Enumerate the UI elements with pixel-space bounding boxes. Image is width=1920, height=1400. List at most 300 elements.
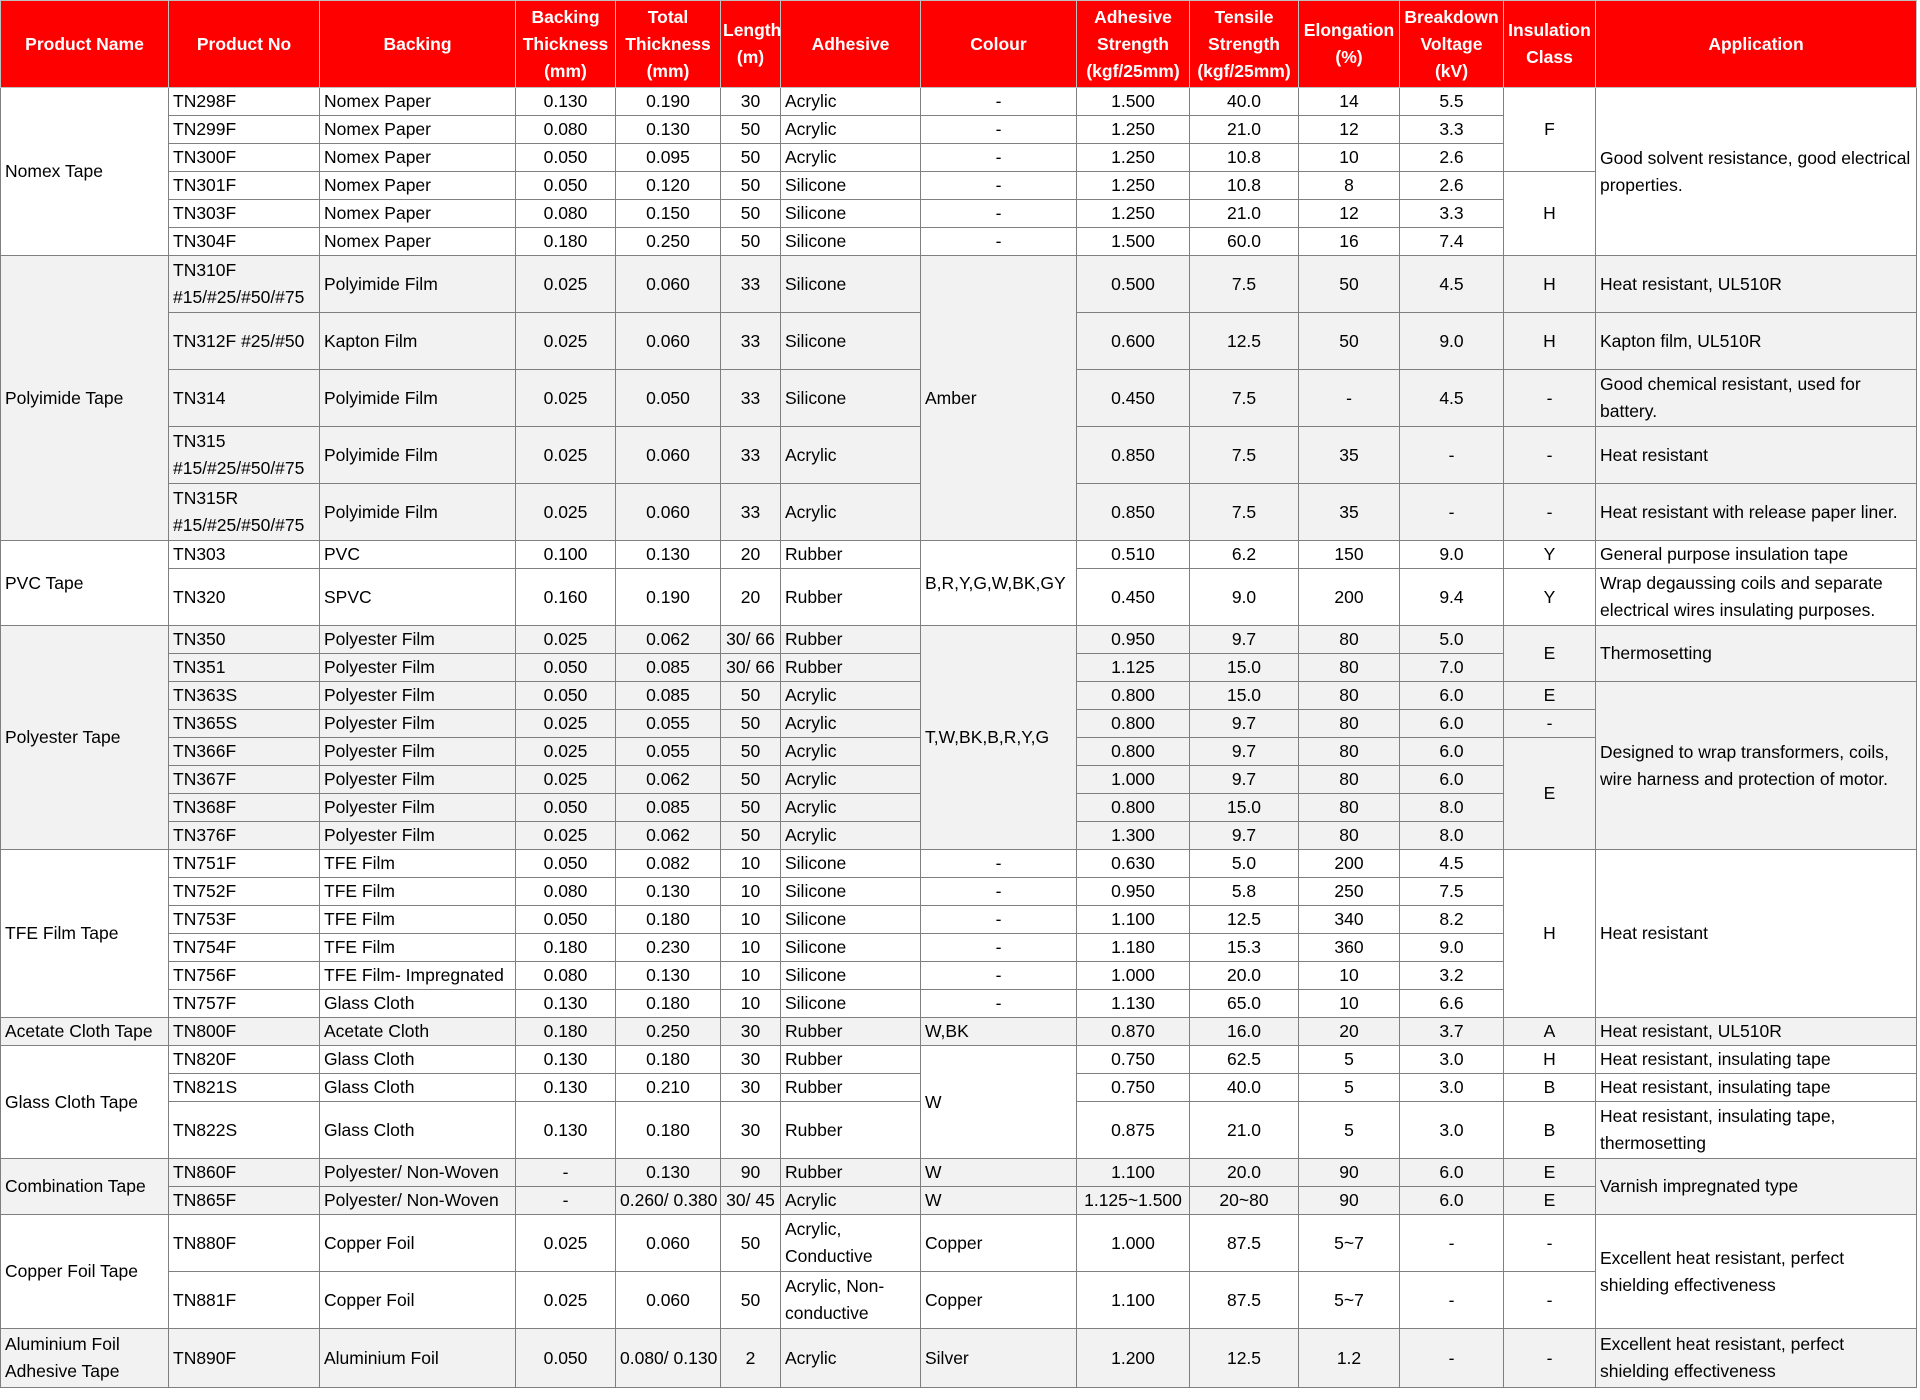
adhesive-cell[interactable]: Acrylic, Conductive <box>781 1215 921 1272</box>
backing-cell[interactable]: Polyester Film <box>320 738 516 766</box>
adhesive-cell[interactable]: Acrylic <box>781 144 921 172</box>
insulation-class-cell[interactable]: E <box>1504 738 1596 850</box>
backing-cell[interactable]: Nomex Paper <box>320 116 516 144</box>
column-header-backing-thickness[interactable]: Backing Thickness (mm) <box>516 1 616 88</box>
total-thickness-cell[interactable]: 0.082 <box>616 850 721 878</box>
length-cell[interactable]: 90 <box>721 1159 781 1187</box>
adhesive-strength-cell[interactable]: 0.600 <box>1077 313 1190 370</box>
product-no-cell[interactable]: TN310F #15/#25/#50/#75 <box>169 256 320 313</box>
insulation-class-cell[interactable]: - <box>1504 1329 1596 1388</box>
length-cell[interactable]: 50 <box>721 200 781 228</box>
elongation-cell[interactable]: 10 <box>1299 962 1400 990</box>
breakdown-voltage-cell[interactable]: 9.0 <box>1400 541 1504 569</box>
adhesive-cell[interactable]: Acrylic <box>781 1329 921 1388</box>
breakdown-voltage-cell[interactable]: 6.0 <box>1400 766 1504 794</box>
tensile-strength-cell[interactable]: 10.8 <box>1190 144 1299 172</box>
length-cell[interactable]: 10 <box>721 962 781 990</box>
insulation-class-cell[interactable]: E <box>1504 1159 1596 1187</box>
backing-cell[interactable]: Polyester Film <box>320 794 516 822</box>
tensile-strength-cell[interactable]: 15.0 <box>1190 682 1299 710</box>
adhesive-strength-cell[interactable]: 0.450 <box>1077 370 1190 427</box>
backing-thickness-cell[interactable]: 0.130 <box>516 1074 616 1102</box>
application-cell[interactable]: Heat resistant with release paper liner. <box>1596 484 1917 541</box>
adhesive-strength-cell[interactable]: 1.180 <box>1077 934 1190 962</box>
adhesive-strength-cell[interactable]: 1.250 <box>1077 116 1190 144</box>
backing-thickness-cell[interactable]: 0.025 <box>516 822 616 850</box>
backing-thickness-cell[interactable]: 0.180 <box>516 1018 616 1046</box>
product-name-cell[interactable]: Glass Cloth Tape <box>1 1046 169 1159</box>
product-no-cell[interactable]: TN299F <box>169 116 320 144</box>
adhesive-strength-cell[interactable]: 0.870 <box>1077 1018 1190 1046</box>
colour-cell[interactable]: W <box>921 1046 1077 1159</box>
adhesive-cell[interactable]: Silicone <box>781 256 921 313</box>
product-no-cell[interactable]: TN820F <box>169 1046 320 1074</box>
adhesive-strength-cell[interactable]: 0.850 <box>1077 427 1190 484</box>
adhesive-strength-cell[interactable]: 1.250 <box>1077 200 1190 228</box>
elongation-cell[interactable]: 80 <box>1299 794 1400 822</box>
backing-thickness-cell[interactable]: 0.025 <box>516 738 616 766</box>
total-thickness-cell[interactable]: 0.085 <box>616 794 721 822</box>
backing-cell[interactable]: Polyester Film <box>320 766 516 794</box>
backing-thickness-cell[interactable]: 0.080 <box>516 962 616 990</box>
backing-cell[interactable]: Glass Cloth <box>320 1102 516 1159</box>
tensile-strength-cell[interactable]: 9.7 <box>1190 822 1299 850</box>
backing-thickness-cell[interactable]: - <box>516 1159 616 1187</box>
backing-thickness-cell[interactable]: 0.025 <box>516 710 616 738</box>
elongation-cell[interactable]: 80 <box>1299 822 1400 850</box>
breakdown-voltage-cell[interactable]: 9.4 <box>1400 569 1504 626</box>
adhesive-strength-cell[interactable]: 1.500 <box>1077 88 1190 116</box>
column-header-application[interactable]: Application <box>1596 1 1917 88</box>
colour-cell[interactable]: Silver <box>921 1329 1077 1388</box>
insulation-class-cell[interactable]: A <box>1504 1018 1596 1046</box>
insulation-class-cell[interactable]: H <box>1504 313 1596 370</box>
tensile-strength-cell[interactable]: 9.7 <box>1190 766 1299 794</box>
backing-thickness-cell[interactable]: 0.050 <box>516 172 616 200</box>
adhesive-strength-cell[interactable]: 0.800 <box>1077 738 1190 766</box>
insulation-class-cell[interactable]: - <box>1504 370 1596 427</box>
backing-cell[interactable]: Polyester/ Non-Woven <box>320 1187 516 1215</box>
tensile-strength-cell[interactable]: 7.5 <box>1190 484 1299 541</box>
backing-thickness-cell[interactable]: 0.080 <box>516 116 616 144</box>
length-cell[interactable]: 50 <box>721 794 781 822</box>
backing-thickness-cell[interactable]: 0.050 <box>516 144 616 172</box>
product-no-cell[interactable]: TN821S <box>169 1074 320 1102</box>
column-header-total-thickness[interactable]: Total Thickness (mm) <box>616 1 721 88</box>
insulation-class-cell[interactable]: H <box>1504 256 1596 313</box>
elongation-cell[interactable]: 80 <box>1299 654 1400 682</box>
breakdown-voltage-cell[interactable]: - <box>1400 1329 1504 1388</box>
insulation-class-cell[interactable]: E <box>1504 626 1596 682</box>
product-name-cell[interactable]: Nomex Tape <box>1 88 169 256</box>
adhesive-cell[interactable]: Rubber <box>781 541 921 569</box>
colour-cell[interactable]: - <box>921 962 1077 990</box>
length-cell[interactable]: 30/ 66 <box>721 654 781 682</box>
backing-cell[interactable]: TFE Film- Impregnated <box>320 962 516 990</box>
length-cell[interactable]: 2 <box>721 1329 781 1388</box>
adhesive-strength-cell[interactable]: 0.800 <box>1077 682 1190 710</box>
backing-thickness-cell[interactable]: 0.130 <box>516 990 616 1018</box>
colour-cell[interactable]: - <box>921 116 1077 144</box>
breakdown-voltage-cell[interactable]: 3.0 <box>1400 1046 1504 1074</box>
backing-thickness-cell[interactable]: 0.025 <box>516 1215 616 1272</box>
elongation-cell[interactable]: 12 <box>1299 116 1400 144</box>
application-cell[interactable]: Heat resistant, UL510R <box>1596 1018 1917 1046</box>
adhesive-cell[interactable]: Acrylic <box>781 766 921 794</box>
colour-cell[interactable]: - <box>921 878 1077 906</box>
backing-cell[interactable]: TFE Film <box>320 906 516 934</box>
tensile-strength-cell[interactable]: 9.7 <box>1190 710 1299 738</box>
adhesive-cell[interactable]: Acrylic <box>781 1187 921 1215</box>
breakdown-voltage-cell[interactable]: 8.0 <box>1400 794 1504 822</box>
tensile-strength-cell[interactable]: 9.7 <box>1190 738 1299 766</box>
length-cell[interactable]: 50 <box>721 1215 781 1272</box>
application-cell[interactable]: Thermosetting <box>1596 626 1917 682</box>
elongation-cell[interactable]: 5~7 <box>1299 1215 1400 1272</box>
adhesive-cell[interactable]: Silicone <box>781 906 921 934</box>
total-thickness-cell[interactable]: 0.120 <box>616 172 721 200</box>
backing-cell[interactable]: Nomex Paper <box>320 200 516 228</box>
backing-cell[interactable]: Polyester/ Non-Woven <box>320 1159 516 1187</box>
adhesive-strength-cell[interactable]: 1.000 <box>1077 1215 1190 1272</box>
length-cell[interactable]: 50 <box>721 144 781 172</box>
adhesive-strength-cell[interactable]: 0.850 <box>1077 484 1190 541</box>
adhesive-strength-cell[interactable]: 0.450 <box>1077 569 1190 626</box>
total-thickness-cell[interactable]: 0.250 <box>616 228 721 256</box>
breakdown-voltage-cell[interactable]: 7.4 <box>1400 228 1504 256</box>
total-thickness-cell[interactable]: 0.062 <box>616 822 721 850</box>
tensile-strength-cell[interactable]: 15.0 <box>1190 654 1299 682</box>
adhesive-strength-cell[interactable]: 1.125 <box>1077 654 1190 682</box>
backing-cell[interactable]: Nomex Paper <box>320 88 516 116</box>
adhesive-strength-cell[interactable]: 0.800 <box>1077 794 1190 822</box>
breakdown-voltage-cell[interactable]: 6.0 <box>1400 738 1504 766</box>
elongation-cell[interactable]: 12 <box>1299 200 1400 228</box>
tensile-strength-cell[interactable]: 5.8 <box>1190 878 1299 906</box>
product-name-cell[interactable]: PVC Tape <box>1 541 169 626</box>
insulation-class-cell[interactable]: Y <box>1504 569 1596 626</box>
product-no-cell[interactable]: TN351 <box>169 654 320 682</box>
breakdown-voltage-cell[interactable]: 6.0 <box>1400 682 1504 710</box>
column-header-elongation[interactable]: Elongation (%) <box>1299 1 1400 88</box>
length-cell[interactable]: 30 <box>721 1018 781 1046</box>
elongation-cell[interactable]: 20 <box>1299 1018 1400 1046</box>
product-no-cell[interactable]: TN822S <box>169 1102 320 1159</box>
product-name-cell[interactable]: TFE Film Tape <box>1 850 169 1018</box>
adhesive-cell[interactable]: Rubber <box>781 626 921 654</box>
length-cell[interactable]: 10 <box>721 906 781 934</box>
colour-cell[interactable]: - <box>921 172 1077 200</box>
total-thickness-cell[interactable]: 0.085 <box>616 654 721 682</box>
tensile-strength-cell[interactable]: 7.5 <box>1190 256 1299 313</box>
backing-cell[interactable]: Polyester Film <box>320 682 516 710</box>
backing-thickness-cell[interactable]: 0.025 <box>516 484 616 541</box>
application-cell[interactable]: Heat resistant, UL510R <box>1596 256 1917 313</box>
application-cell[interactable]: Excellent heat resistant, perfect shielding effectiveness <box>1596 1329 1917 1388</box>
elongation-cell[interactable]: 10 <box>1299 144 1400 172</box>
elongation-cell[interactable]: 50 <box>1299 313 1400 370</box>
product-name-cell[interactable]: Polyester Tape <box>1 626 169 850</box>
product-no-cell[interactable]: TN363S <box>169 682 320 710</box>
adhesive-strength-cell[interactable]: 0.750 <box>1077 1046 1190 1074</box>
breakdown-voltage-cell[interactable]: - <box>1400 1272 1504 1329</box>
length-cell[interactable]: 50 <box>721 1272 781 1329</box>
backing-cell[interactable]: Polyester Film <box>320 710 516 738</box>
adhesive-cell[interactable]: Rubber <box>781 1018 921 1046</box>
length-cell[interactable]: 33 <box>721 427 781 484</box>
colour-cell[interactable]: T,W,BK,B,R,Y,G <box>921 626 1077 850</box>
elongation-cell[interactable]: 1.2 <box>1299 1329 1400 1388</box>
tensile-strength-cell[interactable]: 9.7 <box>1190 626 1299 654</box>
total-thickness-cell[interactable]: 0.180 <box>616 1046 721 1074</box>
elongation-cell[interactable]: 80 <box>1299 710 1400 738</box>
column-header-product-no[interactable]: Product No <box>169 1 320 88</box>
backing-thickness-cell[interactable]: 0.050 <box>516 1329 616 1388</box>
adhesive-strength-cell[interactable]: 1.250 <box>1077 172 1190 200</box>
total-thickness-cell[interactable]: 0.060 <box>616 256 721 313</box>
backing-thickness-cell[interactable]: 0.130 <box>516 88 616 116</box>
column-header-colour[interactable]: Colour <box>921 1 1077 88</box>
total-thickness-cell[interactable]: 0.062 <box>616 626 721 654</box>
backing-cell[interactable]: Copper Foil <box>320 1215 516 1272</box>
length-cell[interactable]: 10 <box>721 934 781 962</box>
tensile-strength-cell[interactable]: 20~80 <box>1190 1187 1299 1215</box>
adhesive-cell[interactable]: Acrylic <box>781 738 921 766</box>
breakdown-voltage-cell[interactable]: - <box>1400 427 1504 484</box>
tensile-strength-cell[interactable]: 12.5 <box>1190 1329 1299 1388</box>
adhesive-cell[interactable]: Acrylic <box>781 427 921 484</box>
product-no-cell[interactable]: TN300F <box>169 144 320 172</box>
backing-thickness-cell[interactable]: - <box>516 1187 616 1215</box>
adhesive-cell[interactable]: Silicone <box>781 990 921 1018</box>
insulation-class-cell[interactable]: F <box>1504 88 1596 172</box>
total-thickness-cell[interactable]: 0.060 <box>616 427 721 484</box>
total-thickness-cell[interactable]: 0.055 <box>616 738 721 766</box>
backing-cell[interactable]: Glass Cloth <box>320 1074 516 1102</box>
length-cell[interactable]: 50 <box>721 116 781 144</box>
insulation-class-cell[interactable]: - <box>1504 710 1596 738</box>
breakdown-voltage-cell[interactable]: 7.5 <box>1400 878 1504 906</box>
adhesive-cell[interactable]: Silicone <box>781 878 921 906</box>
adhesive-cell[interactable]: Acrylic <box>781 710 921 738</box>
elongation-cell[interactable]: 16 <box>1299 228 1400 256</box>
product-no-cell[interactable]: TN315 #15/#25/#50/#75 <box>169 427 320 484</box>
total-thickness-cell[interactable]: 0.180 <box>616 906 721 934</box>
adhesive-strength-cell[interactable]: 1.000 <box>1077 962 1190 990</box>
adhesive-strength-cell[interactable]: 0.950 <box>1077 878 1190 906</box>
total-thickness-cell[interactable]: 0.130 <box>616 962 721 990</box>
insulation-class-cell[interactable]: E <box>1504 682 1596 710</box>
backing-cell[interactable]: Nomex Paper <box>320 172 516 200</box>
total-thickness-cell[interactable]: 0.190 <box>616 569 721 626</box>
total-thickness-cell[interactable]: 0.130 <box>616 541 721 569</box>
tensile-strength-cell[interactable]: 9.0 <box>1190 569 1299 626</box>
application-cell[interactable]: Varnish impregnated type <box>1596 1159 1917 1215</box>
adhesive-strength-cell[interactable]: 1.125~1.500 <box>1077 1187 1190 1215</box>
adhesive-cell[interactable]: Acrylic <box>781 88 921 116</box>
backing-cell[interactable]: Glass Cloth <box>320 990 516 1018</box>
application-cell[interactable]: General purpose insulation tape <box>1596 541 1917 569</box>
elongation-cell[interactable]: 360 <box>1299 934 1400 962</box>
column-header-product-name[interactable]: Product Name <box>1 1 169 88</box>
column-header-backing[interactable]: Backing <box>320 1 516 88</box>
elongation-cell[interactable]: 80 <box>1299 766 1400 794</box>
insulation-class-cell[interactable]: B <box>1504 1074 1596 1102</box>
backing-cell[interactable]: SPVC <box>320 569 516 626</box>
adhesive-strength-cell[interactable]: 1.000 <box>1077 766 1190 794</box>
elongation-cell[interactable]: - <box>1299 370 1400 427</box>
backing-cell[interactable]: TFE Film <box>320 850 516 878</box>
elongation-cell[interactable]: 250 <box>1299 878 1400 906</box>
length-cell[interactable]: 30 <box>721 1046 781 1074</box>
length-cell[interactable]: 50 <box>721 766 781 794</box>
elongation-cell[interactable]: 14 <box>1299 88 1400 116</box>
column-header-adhesive-strength[interactable]: Adhesive Strength (kgf/25mm) <box>1077 1 1190 88</box>
tensile-strength-cell[interactable]: 62.5 <box>1190 1046 1299 1074</box>
application-cell[interactable]: Heat resistant, insulating tape <box>1596 1074 1917 1102</box>
adhesive-cell[interactable]: Acrylic <box>781 794 921 822</box>
elongation-cell[interactable]: 340 <box>1299 906 1400 934</box>
total-thickness-cell[interactable]: 0.060 <box>616 484 721 541</box>
colour-cell[interactable]: B,R,Y,G,W,BK,GY <box>921 541 1077 626</box>
adhesive-strength-cell[interactable]: 1.200 <box>1077 1329 1190 1388</box>
breakdown-voltage-cell[interactable]: 3.0 <box>1400 1102 1504 1159</box>
breakdown-voltage-cell[interactable]: 5.5 <box>1400 88 1504 116</box>
elongation-cell[interactable]: 90 <box>1299 1159 1400 1187</box>
tensile-strength-cell[interactable]: 21.0 <box>1190 1102 1299 1159</box>
breakdown-voltage-cell[interactable]: - <box>1400 484 1504 541</box>
elongation-cell[interactable]: 90 <box>1299 1187 1400 1215</box>
application-cell[interactable]: Good chemical resistant, used for battery. <box>1596 370 1917 427</box>
insulation-class-cell[interactable]: - <box>1504 484 1596 541</box>
adhesive-cell[interactable]: Rubber <box>781 654 921 682</box>
colour-cell[interactable]: - <box>921 906 1077 934</box>
breakdown-voltage-cell[interactable]: 3.3 <box>1400 116 1504 144</box>
product-no-cell[interactable]: TN366F <box>169 738 320 766</box>
tensile-strength-cell[interactable]: 60.0 <box>1190 228 1299 256</box>
backing-thickness-cell[interactable]: 0.025 <box>516 1272 616 1329</box>
breakdown-voltage-cell[interactable]: 6.6 <box>1400 990 1504 1018</box>
adhesive-cell[interactable]: Silicone <box>781 313 921 370</box>
adhesive-cell[interactable]: Rubber <box>781 1046 921 1074</box>
total-thickness-cell[interactable]: 0.130 <box>616 116 721 144</box>
elongation-cell[interactable]: 200 <box>1299 569 1400 626</box>
total-thickness-cell[interactable]: 0.060 <box>616 313 721 370</box>
adhesive-strength-cell[interactable]: 0.950 <box>1077 626 1190 654</box>
length-cell[interactable]: 30 <box>721 88 781 116</box>
length-cell[interactable]: 30/ 45 <box>721 1187 781 1215</box>
product-no-cell[interactable]: TN881F <box>169 1272 320 1329</box>
adhesive-cell[interactable]: Rubber <box>781 1102 921 1159</box>
backing-thickness-cell[interactable]: 0.180 <box>516 934 616 962</box>
backing-cell[interactable]: Polyimide Film <box>320 256 516 313</box>
adhesive-cell[interactable]: Silicone <box>781 934 921 962</box>
adhesive-cell[interactable]: Rubber <box>781 1159 921 1187</box>
total-thickness-cell[interactable]: 0.190 <box>616 88 721 116</box>
product-no-cell[interactable]: TN365S <box>169 710 320 738</box>
application-cell[interactable]: Good solvent resistance, good electrical properties. <box>1596 88 1917 256</box>
product-no-cell[interactable]: TN756F <box>169 962 320 990</box>
breakdown-voltage-cell[interactable]: 4.5 <box>1400 370 1504 427</box>
tensile-strength-cell[interactable]: 21.0 <box>1190 116 1299 144</box>
application-cell[interactable]: Heat resistant, insulating tape <box>1596 1046 1917 1074</box>
breakdown-voltage-cell[interactable]: 5.0 <box>1400 626 1504 654</box>
tensile-strength-cell[interactable]: 7.5 <box>1190 427 1299 484</box>
breakdown-voltage-cell[interactable]: 8.0 <box>1400 822 1504 850</box>
length-cell[interactable]: 33 <box>721 484 781 541</box>
total-thickness-cell[interactable]: 0.080/ 0.130 <box>616 1329 721 1388</box>
backing-cell[interactable]: PVC <box>320 541 516 569</box>
colour-cell[interactable]: Copper <box>921 1215 1077 1272</box>
application-cell[interactable]: Heat resistant <box>1596 427 1917 484</box>
insulation-class-cell[interactable]: - <box>1504 1272 1596 1329</box>
adhesive-cell[interactable]: Silicone <box>781 228 921 256</box>
total-thickness-cell[interactable]: 0.060 <box>616 1272 721 1329</box>
tensile-strength-cell[interactable]: 40.0 <box>1190 88 1299 116</box>
length-cell[interactable]: 20 <box>721 541 781 569</box>
adhesive-cell[interactable]: Silicone <box>781 172 921 200</box>
tensile-strength-cell[interactable]: 12.5 <box>1190 906 1299 934</box>
tensile-strength-cell[interactable]: 20.0 <box>1190 1159 1299 1187</box>
breakdown-voltage-cell[interactable]: 4.5 <box>1400 256 1504 313</box>
column-header-tensile-strength[interactable]: Tensile Strength (kgf/25mm) <box>1190 1 1299 88</box>
tensile-strength-cell[interactable]: 40.0 <box>1190 1074 1299 1102</box>
backing-cell[interactable]: Polyester Film <box>320 654 516 682</box>
elongation-cell[interactable]: 5 <box>1299 1102 1400 1159</box>
application-cell[interactable]: Heat resistant <box>1596 850 1917 1018</box>
total-thickness-cell[interactable]: 0.180 <box>616 1102 721 1159</box>
insulation-class-cell[interactable]: - <box>1504 1215 1596 1272</box>
insulation-class-cell[interactable]: - <box>1504 427 1596 484</box>
length-cell[interactable]: 33 <box>721 256 781 313</box>
length-cell[interactable]: 10 <box>721 878 781 906</box>
backing-thickness-cell[interactable]: 0.050 <box>516 850 616 878</box>
total-thickness-cell[interactable]: 0.095 <box>616 144 721 172</box>
breakdown-voltage-cell[interactable]: 2.6 <box>1400 144 1504 172</box>
length-cell[interactable]: 30 <box>721 1074 781 1102</box>
total-thickness-cell[interactable]: 0.150 <box>616 200 721 228</box>
product-no-cell[interactable]: TN314 <box>169 370 320 427</box>
application-cell[interactable]: Wrap degaussing coils and separate electrical wires insulating purposes. <box>1596 569 1917 626</box>
length-cell[interactable]: 20 <box>721 569 781 626</box>
product-name-cell[interactable]: Aluminium Foil Adhesive Tape <box>1 1329 169 1388</box>
backing-cell[interactable]: Glass Cloth <box>320 1046 516 1074</box>
total-thickness-cell[interactable]: 0.060 <box>616 1215 721 1272</box>
length-cell[interactable]: 50 <box>721 172 781 200</box>
adhesive-cell[interactable]: Silicone <box>781 850 921 878</box>
insulation-class-cell[interactable]: E <box>1504 1187 1596 1215</box>
length-cell[interactable]: 50 <box>721 682 781 710</box>
tensile-strength-cell[interactable]: 12.5 <box>1190 313 1299 370</box>
column-header-length[interactable]: Length (m) <box>721 1 781 88</box>
breakdown-voltage-cell[interactable]: 6.0 <box>1400 1159 1504 1187</box>
tensile-strength-cell[interactable]: 10.8 <box>1190 172 1299 200</box>
insulation-class-cell[interactable]: Y <box>1504 541 1596 569</box>
product-no-cell[interactable]: TN368F <box>169 794 320 822</box>
breakdown-voltage-cell[interactable]: - <box>1400 1215 1504 1272</box>
backing-thickness-cell[interactable]: 0.050 <box>516 794 616 822</box>
adhesive-cell[interactable]: Acrylic <box>781 484 921 541</box>
colour-cell[interactable]: - <box>921 200 1077 228</box>
insulation-class-cell[interactable]: H <box>1504 850 1596 1018</box>
backing-cell[interactable]: Aluminium Foil <box>320 1329 516 1388</box>
backing-cell[interactable]: Nomex Paper <box>320 228 516 256</box>
total-thickness-cell[interactable]: 0.130 <box>616 878 721 906</box>
total-thickness-cell[interactable]: 0.230 <box>616 934 721 962</box>
colour-cell[interactable]: W <box>921 1159 1077 1187</box>
breakdown-voltage-cell[interactable]: 9.0 <box>1400 934 1504 962</box>
backing-thickness-cell[interactable]: 0.025 <box>516 766 616 794</box>
